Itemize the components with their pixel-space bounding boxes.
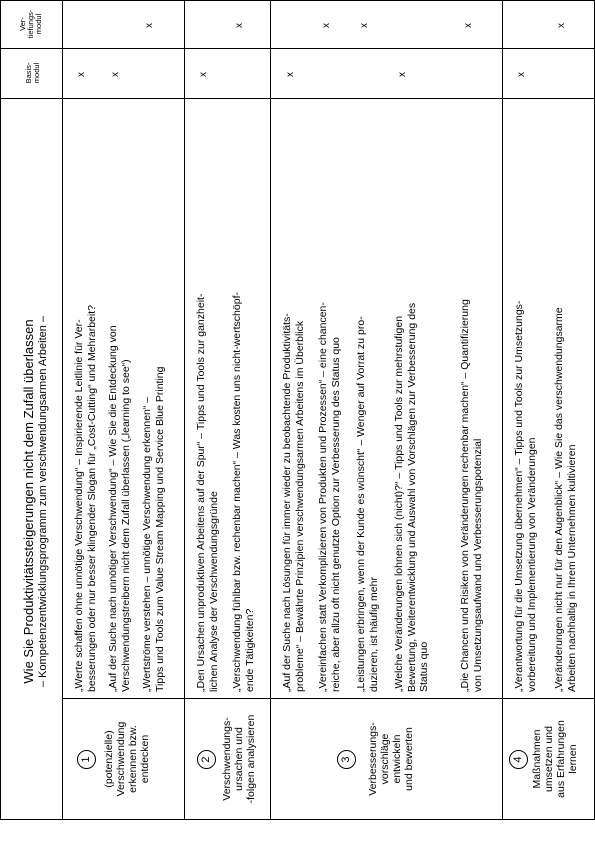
list-item: „Auf der Suche nach Lösungen für immer wieder zu beobachtende Produktivitäts- probleme“ – Bewährte Prinzipien verschwendungsarmen Arbeitens im Überblick [281,313,306,692]
vertiefung-mark: x [321,23,332,28]
list-item: „Werte schaffen ohne unnötige Verschwendung“ – Inspirierende Leitlinie für Ver- besserungen oder nur besser klingender Slogan für „Cost-Cutting“ und Mehrarbeit? [73,305,98,692]
basis-mark: x [76,72,87,77]
module-items-cell [271,99,502,699]
module-number: 4 [509,750,528,769]
vertiefung-mark: x [359,23,370,28]
module-items-cell [63,99,184,699]
list-item: „Den Ursachen unproduktiven Arbeitens auf der Spur“ – Tipps und Tools zur ganzheit- lichen Analyse der Verschwendungsgründe [195,293,220,692]
module-row-3 [270,1,502,819]
basis-mark: x [110,72,121,77]
list-item: „Die Chancen und Risiken von Veränderungen rechenbar machen“ – Quantifizierung von Umsetzungsaufwand und Verbesserungspotenzial [459,299,484,692]
module-label-cell [271,699,502,819]
vertiefung-mark: x [556,23,567,28]
module-label-cell [185,699,270,819]
basis-cell [63,49,184,99]
list-item: „Wertströme verstehen – unnötige Verschwendung erkennen“ – Tipps und Tools zum Value Stream Mapping und Service Blue Printing [141,366,166,692]
vertiefung-mark: x [234,23,245,28]
module-items-cell [185,99,270,699]
vertiefung-mark: x [144,23,155,28]
list-item: „Veränderungen nicht nur für den Augenblick“ – Wie Sie das verschwendungsarme Arbeiten nachhaltig in Ihrem Unternehmen kultivieren [553,307,578,692]
list-item: „Auf der Suche nach unnötiger Verschwendung“ – Wie Sie die Entdeckung von Verschwendungstreibern nicht dem Zufall überlassen („learning to see“) [107,325,132,692]
vertiefung-cell [185,1,270,49]
header-basis-cell [1,49,62,99]
list-item: „Leistungen erbringen, wenn der Kunde es wünscht“ – Wenger auf Vorrat zu pro- duzieren, ist häufig mehr [355,316,380,692]
basis-mark: x [285,72,296,77]
vertiefung-cell [271,1,502,49]
column-header-vertiefung: Ver- tiefungs- modul [18,9,43,39]
module-number: 1 [77,750,96,769]
header-row [0,1,62,819]
header-vertiefung-cell [1,1,62,49]
vertiefung-cell [63,1,184,49]
list-item: „Verantwortung für die Umsetzung übernehmen“ – Tipps und Tools zur Umsetzungs- vorbereitung und Implementierung von Veränderungen [513,300,538,692]
module-title: (potenzielle) Verschwendung erkennen bzw. entdecken [103,721,151,797]
basis-cell [271,49,502,99]
module-items-cell [503,99,595,699]
module-title: Maßnahmen umsetzen und aus Erfahrungen lernen [531,720,579,798]
module-title: Verbesserungs- vorschläge entwickeln und bewerten [367,722,415,796]
module-row-2 [184,1,270,819]
module-label-cell [503,699,595,819]
basis-mark: x [198,72,209,77]
module-row-4 [502,1,595,819]
table-subtitle: – Kompetenzentwicklungsprogramm zum verschwendungsarmen Arbeiten – [37,315,49,688]
module-label-cell [63,699,184,819]
vertiefung-mark: x [463,23,474,28]
basis-mark: x [397,72,408,77]
list-item: „Vereinfachen statt Verkomplizieren von Produkten und Prozessen“ – eine chancen- reiche, aber allzu oft nicht genutzte Option zur Verbesserung des Status quo [317,302,342,692]
table-title: Wie Sie Produktivitätssteigerungen nicht dem Zufall überlassen [21,319,36,684]
basis-cell [503,49,595,99]
column-header-basis: Basis- modul [24,62,41,84]
basis-mark: x [516,72,527,77]
basis-cell [185,49,270,99]
module-number: 3 [337,750,356,769]
list-item: „Verschwendung fühlbar bzw. rechenbar machen“ – Was kosten uns nicht-wertschöpf- ende Tätigkeiten? [231,292,256,692]
module-row-1 [62,1,184,819]
vertiefung-cell [503,1,595,49]
module-number: 2 [197,750,216,769]
list-item: „Welche Veränderungen lohnen sich (nicht)?“ – Tipps und Tools zur mehrstufigen Bewertung, Weiterentwicklung und Auswahl von Vorschlägen zur Verbesserung des Status quo [393,302,430,692]
module-title: Verschwendungs- ursachen und -folgen analysieren [221,714,257,804]
